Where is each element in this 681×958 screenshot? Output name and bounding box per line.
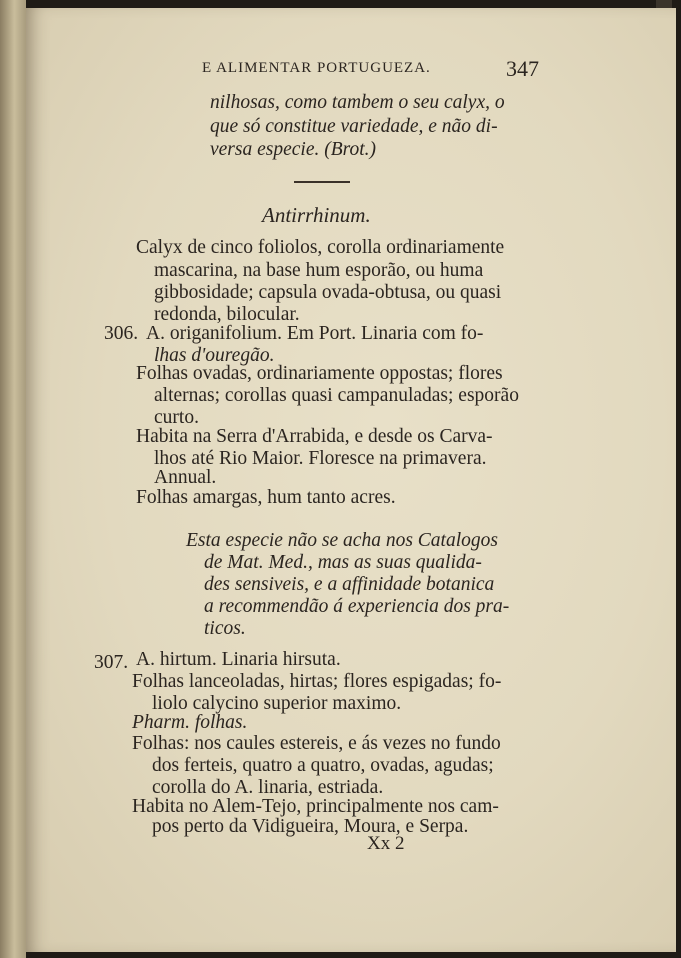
entry-detail-line: Folhas: nos caules estereis, e ás vezes no fundo [132,733,501,754]
entry-number: 306. [104,323,139,344]
entry-detail-line: corolla do A. linaria, estriada. [152,777,384,798]
entry-number: 307. [94,652,129,673]
entry-description-line: Folhas ovadas, ordinariamente oppostas; flores [136,363,503,384]
entry-detail-line: dos ferteis, quatro a quatro, ovadas, agudas; [152,755,494,776]
facing-page-edge [0,0,26,958]
entry-title-continued: lhas d'ouregão. [154,345,275,366]
genus-description-line: gibbosidade; capsula ovada-obtusa, ou quasi [154,282,502,303]
pharm-line: Pharm. folhas. [132,712,248,733]
remark-line: ticos. [204,618,246,639]
genus-description-line: mascarina, na base hum esporão, ou huma [154,260,484,281]
genus-heading: Antirrhinum. [262,203,371,227]
section-divider [294,181,350,183]
entry-habitat-line: lhos até Rio Maior. Floresce na primavera. [154,448,487,469]
remark-line: des sensiveis, e a affinidade botanica [204,574,495,595]
entry-description-line: alternas; corollas quasi campanuladas; esporão [154,385,519,406]
entry-habitat-line: Annual. [154,467,217,488]
entry-habitat-line: Habita na Serra d'Arrabida, e desde os Carva- [136,426,493,447]
intro-line: versa especie. (Brot.) [210,139,377,160]
entry-habitat-line: pos perto da Vidigueira, Moura, e Serpa. [152,816,469,837]
running-title: E ALIMENTAR PORTUGUEZA. [202,60,431,76]
entry-description-line: liolo calycino superior maximo. [152,693,402,714]
intro-line: que só constitue variedade, e não di- [210,116,498,137]
entry-note: Folhas amargas, hum tanto acres. [136,487,396,508]
intro-line: nilhosas, como tambem o seu calyx, o [210,92,505,113]
remark-line: a recommendão á experiencia dos pra- [204,596,510,617]
signature-mark: Xx 2 [367,833,405,854]
remark-line: Esta especie não se acha nos Catalogos [186,530,498,551]
page-number: 347 [506,56,539,81]
entry-description-line: Folhas lanceoladas, hirtas; flores espigadas; fo- [132,671,502,692]
entry-title: A. origanifolium. Em Port. Linaria com fo- [146,323,484,344]
genus-description-line: Calyx de cinco foliolos, corolla ordinariamente [136,237,505,258]
remark-line: de Mat. Med., mas as suas qualida- [204,552,482,573]
genus-description-line: redonda, bilocular. [154,304,300,325]
entry-description-line: curto. [154,407,199,428]
entry-title: A. hirtum. Linaria hirsuta. [136,649,341,670]
entry-habitat-line: Habita no Alem-Tejo, principalmente nos cam- [132,796,499,817]
